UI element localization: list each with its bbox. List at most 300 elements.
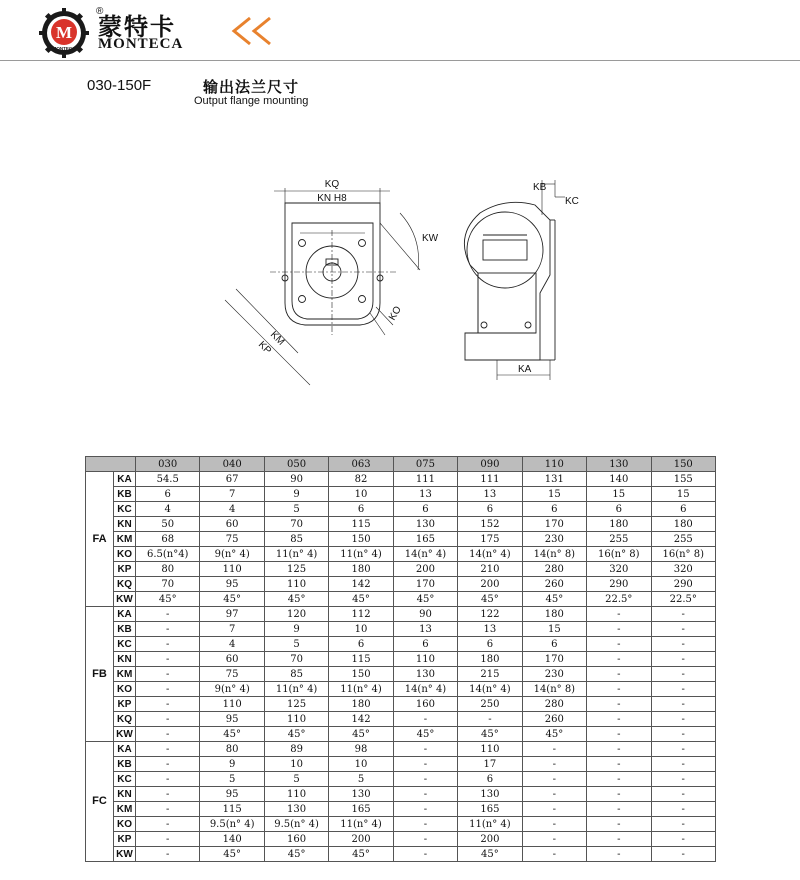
- dimension-value: 95: [200, 712, 264, 727]
- dimension-value: 10: [264, 757, 328, 772]
- dimension-value: -: [136, 787, 200, 802]
- table-row: [86, 472, 716, 487]
- dimension-value: 125: [264, 697, 328, 712]
- dimension-value: -: [587, 637, 651, 652]
- dimension-value: 130: [458, 787, 522, 802]
- dimension-value: 6: [393, 637, 457, 652]
- dimension-value: 125: [264, 562, 328, 577]
- table-row: [86, 802, 716, 817]
- registered-mark: ®: [96, 6, 104, 17]
- dimension-value: -: [587, 622, 651, 637]
- dimension-value: -: [393, 847, 457, 862]
- dimension-value: 70: [136, 577, 200, 592]
- dimension-value: 131: [522, 472, 586, 487]
- dimension-value: -: [651, 742, 716, 757]
- dimension-value: -: [651, 772, 716, 787]
- label-ka: KA: [518, 364, 532, 375]
- dimension-value: 15: [522, 487, 586, 502]
- dimension-code: KA: [114, 472, 136, 487]
- dimension-value: -: [651, 667, 716, 682]
- label-kp: KP: [255, 339, 274, 357]
- dimension-value: 22.5°: [651, 592, 716, 607]
- dimension-value: 50: [136, 517, 200, 532]
- dimension-value: 45°: [136, 592, 200, 607]
- dimension-value: 54.5: [136, 472, 200, 487]
- brand-name-en: MONTECA: [98, 36, 184, 52]
- dimension-code: KM: [114, 802, 136, 817]
- dimension-value: 45°: [264, 592, 328, 607]
- dimension-value: 110: [393, 652, 457, 667]
- dimension-value: -: [651, 802, 716, 817]
- dimension-value: 290: [651, 577, 716, 592]
- dimension-value: 200: [458, 832, 522, 847]
- label-kn: KN H8: [317, 193, 347, 204]
- size-header: 075: [393, 457, 457, 472]
- dimension-value: -: [587, 787, 651, 802]
- dimension-value: -: [136, 697, 200, 712]
- dimension-value: 170: [522, 517, 586, 532]
- dimension-value: 320: [651, 562, 716, 577]
- dimension-value: -: [587, 607, 651, 622]
- size-header-row: [86, 457, 716, 472]
- dimension-value: 9: [200, 757, 264, 772]
- dimension-value: 14(n° 4): [458, 682, 522, 697]
- dimension-value: 180: [651, 517, 716, 532]
- label-kb: KB: [533, 182, 547, 193]
- dimension-value: 70: [264, 517, 328, 532]
- table-row: [86, 772, 716, 787]
- dimension-value: -: [587, 832, 651, 847]
- dimension-value: 7: [200, 487, 264, 502]
- flange-drawing: [200, 175, 600, 410]
- dimension-value: 142: [329, 577, 393, 592]
- dimension-value: -: [458, 712, 522, 727]
- table-row: [86, 562, 716, 577]
- label-kw: KW: [422, 233, 439, 244]
- dimension-value: 82: [329, 472, 393, 487]
- dimension-value: 200: [393, 562, 457, 577]
- dimension-value: -: [522, 742, 586, 757]
- dimension-value: 9.5(n° 4): [200, 817, 264, 832]
- label-kc: KC: [565, 196, 579, 207]
- monteca-logo: [38, 8, 96, 58]
- dimension-value: -: [651, 757, 716, 772]
- dimension-value: -: [651, 697, 716, 712]
- table-row: [86, 727, 716, 742]
- dimension-value: 165: [393, 532, 457, 547]
- dimension-value: 75: [200, 667, 264, 682]
- dimension-code: KO: [114, 817, 136, 832]
- dimension-value: 80: [200, 742, 264, 757]
- table-row: [86, 757, 716, 772]
- dimension-value: 122: [458, 607, 522, 622]
- dimension-value: 5: [264, 502, 328, 517]
- flange-type-label: FA: [86, 472, 114, 607]
- dimension-value: -: [393, 772, 457, 787]
- dimension-code: KM: [114, 667, 136, 682]
- dimension-value: 160: [264, 832, 328, 847]
- dimension-value: -: [136, 727, 200, 742]
- dimension-value: -: [393, 742, 457, 757]
- dimension-value: 45°: [458, 847, 522, 862]
- dimension-value: 130: [393, 667, 457, 682]
- dimension-value: 260: [522, 712, 586, 727]
- dimension-value: 11(n° 4): [458, 817, 522, 832]
- table-row: [86, 742, 716, 757]
- table-row: [86, 667, 716, 682]
- dimension-value: 150: [329, 532, 393, 547]
- size-header: 030: [136, 457, 200, 472]
- dimension-value: -: [651, 712, 716, 727]
- dimension-code: KN: [114, 787, 136, 802]
- dimension-value: 230: [522, 667, 586, 682]
- table-row: [86, 592, 716, 607]
- dimension-code: KQ: [114, 577, 136, 592]
- dimension-value: 5: [264, 637, 328, 652]
- dimension-code: KB: [114, 487, 136, 502]
- dimension-value: 98: [329, 742, 393, 757]
- dimension-value: -: [651, 682, 716, 697]
- dimension-code: KA: [114, 742, 136, 757]
- dimension-value: 4: [200, 502, 264, 517]
- table-row: [86, 637, 716, 652]
- dimension-value: 200: [329, 832, 393, 847]
- dimension-code: KM: [114, 532, 136, 547]
- logo-ring-text: MONTECA: [52, 46, 76, 51]
- dimension-value: 45°: [458, 592, 522, 607]
- dimension-value: 45°: [522, 592, 586, 607]
- dimension-value: 110: [264, 577, 328, 592]
- dimension-value: -: [651, 727, 716, 742]
- dimension-value: 13: [458, 487, 522, 502]
- dimension-value: 97: [200, 607, 264, 622]
- dimension-value: 60: [200, 652, 264, 667]
- dimension-value: 14(n° 4): [393, 547, 457, 562]
- dimension-value: 95: [200, 577, 264, 592]
- dimension-value: 215: [458, 667, 522, 682]
- dimension-value: 75: [200, 532, 264, 547]
- dimension-value: 115: [200, 802, 264, 817]
- table-row: [86, 607, 716, 622]
- dimension-value: 175: [458, 532, 522, 547]
- dimension-value: 170: [522, 652, 586, 667]
- dimension-code: KQ: [114, 712, 136, 727]
- dimension-code: KA: [114, 607, 136, 622]
- dimension-value: 140: [587, 472, 651, 487]
- dimension-value: -: [136, 712, 200, 727]
- dimension-value: -: [393, 817, 457, 832]
- dimension-value: -: [587, 847, 651, 862]
- dimension-value: 45°: [393, 727, 457, 742]
- dimension-code: KP: [114, 697, 136, 712]
- dimension-value: -: [393, 757, 457, 772]
- dimension-value: -: [136, 847, 200, 862]
- dimension-value: -: [587, 742, 651, 757]
- dimension-value: 115: [329, 652, 393, 667]
- dimension-value: -: [651, 832, 716, 847]
- dimension-code: KN: [114, 517, 136, 532]
- dimension-value: 110: [264, 787, 328, 802]
- dimension-value: -: [587, 682, 651, 697]
- dimension-value: 180: [587, 517, 651, 532]
- dimension-value: -: [587, 697, 651, 712]
- dimension-value: 16(n° 8): [651, 547, 716, 562]
- dimension-value: -: [136, 622, 200, 637]
- dimension-value: 6: [522, 637, 586, 652]
- dimension-value: 68: [136, 532, 200, 547]
- dimension-value: -: [587, 802, 651, 817]
- table-row: [86, 502, 716, 517]
- dimension-code: KW: [114, 727, 136, 742]
- dimension-value: 6: [458, 637, 522, 652]
- dimension-value: 210: [458, 562, 522, 577]
- dimension-value: 15: [587, 487, 651, 502]
- dimension-code: KW: [114, 592, 136, 607]
- dimension-value: 110: [458, 742, 522, 757]
- dimension-value: 95: [200, 787, 264, 802]
- side-view: [464, 180, 565, 380]
- dimension-value: 5: [264, 772, 328, 787]
- dimension-code: KO: [114, 682, 136, 697]
- label-km: KM: [267, 329, 287, 348]
- dimension-value: 255: [651, 532, 716, 547]
- dimension-value: -: [136, 637, 200, 652]
- dimension-value: 22.5°: [587, 592, 651, 607]
- dimension-code: KB: [114, 757, 136, 772]
- dimension-value: 120: [264, 607, 328, 622]
- dimension-value: 85: [264, 532, 328, 547]
- dimension-value: 111: [393, 472, 457, 487]
- dimension-value: 45°: [264, 847, 328, 862]
- size-header: 050: [264, 457, 328, 472]
- dimension-value: 9: [264, 622, 328, 637]
- dimension-value: 14(n° 8): [522, 547, 586, 562]
- dimension-value: 11(n° 4): [264, 682, 328, 697]
- dimension-value: 155: [651, 472, 716, 487]
- table-row: [86, 652, 716, 667]
- dimension-value: 200: [458, 577, 522, 592]
- dimension-code: KN: [114, 652, 136, 667]
- dimension-value: 110: [264, 712, 328, 727]
- table-row: [86, 682, 716, 697]
- dimension-value: 45°: [329, 592, 393, 607]
- dimension-value: 80: [136, 562, 200, 577]
- dimension-value: 90: [264, 472, 328, 487]
- dimension-value: -: [587, 652, 651, 667]
- double-chevron-left-icon: [226, 16, 284, 46]
- dimension-value: 4: [200, 637, 264, 652]
- dimension-value: -: [393, 802, 457, 817]
- table-row: [86, 622, 716, 637]
- dimension-value: 165: [458, 802, 522, 817]
- dimension-value: 9(n° 4): [200, 682, 264, 697]
- dimension-value: -: [587, 757, 651, 772]
- size-header: 150: [651, 457, 716, 472]
- logo-letter: M: [55, 23, 73, 42]
- table-row: [86, 787, 716, 802]
- dimension-value: 6: [458, 772, 522, 787]
- dimension-value: 45°: [458, 727, 522, 742]
- dimension-value: 180: [458, 652, 522, 667]
- size-header: 063: [329, 457, 393, 472]
- dimension-value: 11(n° 4): [329, 682, 393, 697]
- size-header: 130: [587, 457, 651, 472]
- dimension-value: 280: [522, 697, 586, 712]
- dimension-value: -: [393, 712, 457, 727]
- dimension-value: -: [136, 682, 200, 697]
- dimension-value: 6: [522, 502, 586, 517]
- dimension-value: -: [651, 817, 716, 832]
- dimension-value: 180: [522, 607, 586, 622]
- dimension-value: 6: [329, 637, 393, 652]
- dimension-value: 6: [136, 487, 200, 502]
- dimension-value: 13: [458, 622, 522, 637]
- dimension-value: 11(n° 4): [329, 547, 393, 562]
- dimension-value: 130: [393, 517, 457, 532]
- dimension-code: KB: [114, 622, 136, 637]
- dimension-value: 6: [393, 502, 457, 517]
- table-row: [86, 487, 716, 502]
- section-title-en: Output flange mounting: [194, 95, 309, 107]
- table-row: [86, 817, 716, 832]
- dimension-value: 45°: [522, 727, 586, 742]
- dimension-value: 11(n° 4): [264, 547, 328, 562]
- dimension-code: KC: [114, 502, 136, 517]
- dimension-value: 110: [200, 562, 264, 577]
- dimension-value: -: [393, 787, 457, 802]
- flange-type-label: FB: [86, 607, 114, 742]
- table-row: [86, 697, 716, 712]
- table-row: [86, 832, 716, 847]
- dimension-value: 5: [329, 772, 393, 787]
- dimension-value: -: [522, 757, 586, 772]
- table-row: [86, 532, 716, 547]
- dimension-value: -: [136, 667, 200, 682]
- dimension-value: 45°: [329, 847, 393, 862]
- table-row: [86, 712, 716, 727]
- dimension-code: KP: [114, 832, 136, 847]
- dimension-value: 290: [587, 577, 651, 592]
- dimension-value: -: [136, 832, 200, 847]
- front-view: [225, 188, 420, 385]
- dimension-value: 45°: [200, 727, 264, 742]
- dimension-value: -: [651, 652, 716, 667]
- dimension-value: 10: [329, 622, 393, 637]
- table-row: [86, 517, 716, 532]
- dimension-value: -: [136, 607, 200, 622]
- dimension-value: 230: [522, 532, 586, 547]
- dimension-value: -: [393, 832, 457, 847]
- dimension-value: -: [136, 817, 200, 832]
- brand-name-cn: 蒙特卡: [98, 14, 176, 41]
- dimension-value: 85: [264, 667, 328, 682]
- dimension-value: 15: [522, 622, 586, 637]
- dimension-value: -: [587, 727, 651, 742]
- dimension-value: -: [587, 667, 651, 682]
- size-header: 090: [458, 457, 522, 472]
- dimension-value: 45°: [264, 727, 328, 742]
- dimension-value: 250: [458, 697, 522, 712]
- dimension-value: -: [136, 802, 200, 817]
- dimension-value: 130: [329, 787, 393, 802]
- dimension-value: 6: [587, 502, 651, 517]
- dimension-value: -: [587, 712, 651, 727]
- dimension-value: 111: [458, 472, 522, 487]
- dimension-value: 10: [329, 487, 393, 502]
- dimension-value: 6.5(n°4): [136, 547, 200, 562]
- section-title-cn: 输出法兰尺寸: [203, 79, 300, 96]
- table-corner: [86, 457, 136, 472]
- dimension-value: 170: [393, 577, 457, 592]
- dimension-value: 17: [458, 757, 522, 772]
- dimension-value: 255: [587, 532, 651, 547]
- dimension-value: 11(n° 4): [329, 817, 393, 832]
- dimension-value: 4: [136, 502, 200, 517]
- dimension-code: KC: [114, 772, 136, 787]
- dimension-value: -: [136, 652, 200, 667]
- dimension-value: 115: [329, 517, 393, 532]
- dimension-value: -: [136, 757, 200, 772]
- dimension-value: -: [651, 637, 716, 652]
- dimension-value: 16(n° 8): [587, 547, 651, 562]
- dimension-value: 140: [200, 832, 264, 847]
- dimension-value: 150: [329, 667, 393, 682]
- dimension-value: -: [522, 832, 586, 847]
- label-ko: KO: [387, 304, 404, 323]
- dimension-value: -: [136, 742, 200, 757]
- dimension-value: -: [587, 817, 651, 832]
- dimension-code: KO: [114, 547, 136, 562]
- dimension-value: 7: [200, 622, 264, 637]
- dimension-value: 60: [200, 517, 264, 532]
- dimension-value: 14(n° 4): [393, 682, 457, 697]
- dimension-value: 180: [329, 697, 393, 712]
- dimension-value: 67: [200, 472, 264, 487]
- dimension-table: [85, 456, 716, 862]
- dimension-value: 13: [393, 487, 457, 502]
- dimension-value: 6: [651, 502, 716, 517]
- dimension-value: 13: [393, 622, 457, 637]
- flange-type-label: FC: [86, 742, 114, 862]
- dimension-value: 15: [651, 487, 716, 502]
- dimension-value: 165: [329, 802, 393, 817]
- dimension-value: 112: [329, 607, 393, 622]
- header-divider: [0, 60, 800, 61]
- dimension-value: 45°: [393, 592, 457, 607]
- dimension-value: 5: [200, 772, 264, 787]
- dimension-value: 89: [264, 742, 328, 757]
- label-kq: KQ: [324, 179, 340, 190]
- dimension-value: 260: [522, 577, 586, 592]
- dimension-value: 14(n° 8): [522, 682, 586, 697]
- table-row: [86, 547, 716, 562]
- size-header: 040: [200, 457, 264, 472]
- dimension-value: 142: [329, 712, 393, 727]
- dimension-value: 320: [587, 562, 651, 577]
- dimension-value: -: [651, 607, 716, 622]
- size-header: 110: [522, 457, 586, 472]
- dimension-value: 10: [329, 757, 393, 772]
- dimension-value: 45°: [200, 847, 264, 862]
- dimension-value: 110: [200, 697, 264, 712]
- dimension-value: -: [522, 772, 586, 787]
- dimension-value: 45°: [329, 727, 393, 742]
- dimension-value: 45°: [200, 592, 264, 607]
- dimension-value: -: [522, 802, 586, 817]
- dimension-code: KW: [114, 847, 136, 862]
- model-range: 030-150F: [87, 77, 152, 94]
- dimension-code: KP: [114, 562, 136, 577]
